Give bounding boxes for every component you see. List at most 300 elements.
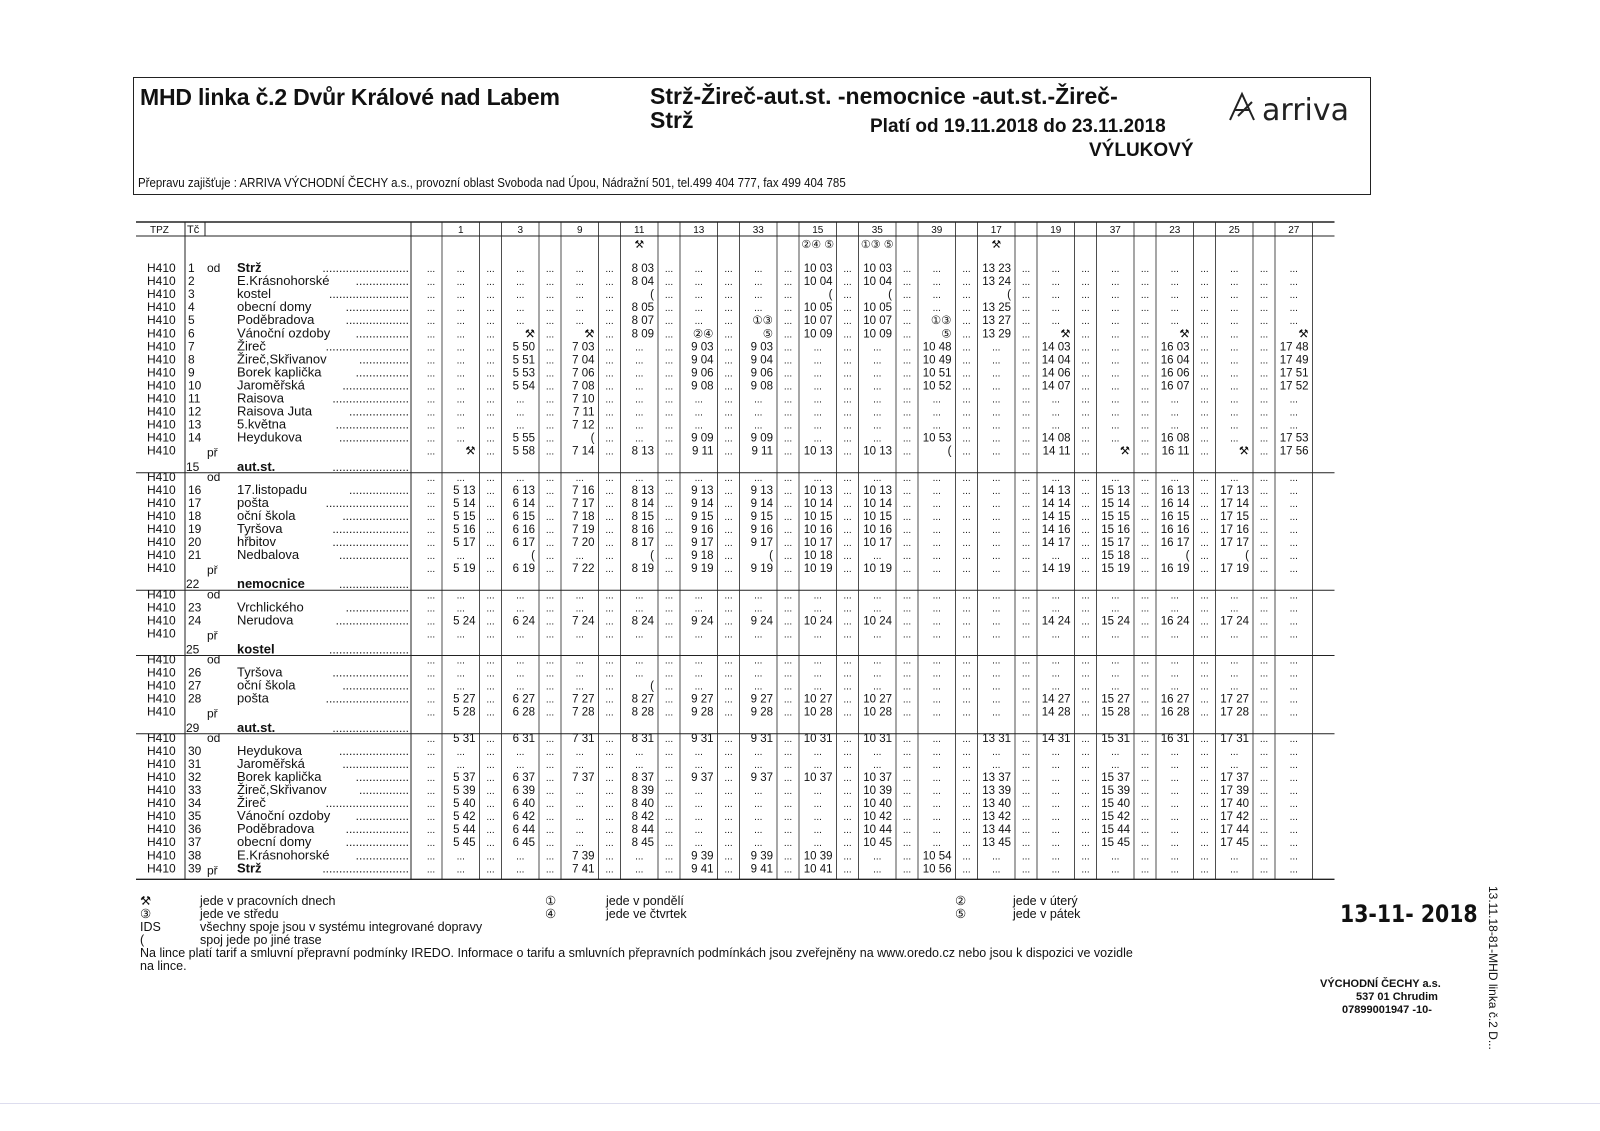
sep-cell: ... [486, 433, 495, 445]
sep-cell: ... [1200, 772, 1209, 784]
sep-cell: ... [426, 420, 436, 432]
no-stop-cell: ... [575, 681, 584, 693]
departure-time: 14 24 [1041, 615, 1071, 628]
sep-cell: ... [902, 668, 912, 680]
no-stop-cell: ... [1230, 681, 1239, 693]
sep-cell: ... [605, 629, 614, 641]
no-stop-cell: ... [575, 264, 584, 275]
departure-time: 7 18 [572, 510, 595, 523]
sep-cell: ... [724, 316, 733, 328]
sep-cell: ... [962, 564, 971, 576]
sep-cell: ... [902, 799, 912, 811]
sep-cell: ... [1200, 564, 1209, 576]
stop-name: Žireč [237, 338, 266, 354]
no-stop-cell: ... [754, 603, 763, 615]
no-stop-cell: ... [1289, 838, 1298, 850]
no-stop-cell: ... [1289, 786, 1298, 797]
no-stop-cell: ... [516, 290, 525, 302]
dot-leader: .................... [342, 678, 409, 693]
no-stop-cell: ... [992, 707, 1001, 719]
stop-seq-number: 8 [188, 352, 195, 367]
sep-cell: ... [1200, 799, 1209, 811]
trip-number: 33 [752, 225, 764, 236]
no-stop-cell: ... [932, 511, 941, 523]
sep-cell: ... [1081, 525, 1090, 536]
no-stop-cell: ... [1230, 407, 1239, 419]
sep-cell: ... [1140, 772, 1150, 784]
sep-cell: ... [843, 707, 852, 719]
sep-cell: ... [664, 564, 674, 576]
no-stop-cell: ... [516, 681, 525, 693]
sep-cell: ... [605, 303, 614, 315]
sep-cell: ... [1200, 290, 1209, 302]
sep-cell: ... [486, 681, 495, 693]
departure-time: 6 44 [512, 824, 535, 837]
departure-time: ( [590, 432, 595, 445]
stop-zone-code: H410 [147, 443, 176, 458]
sep-cell: ... [1021, 603, 1031, 615]
no-stop-cell: ... [456, 472, 465, 484]
sep-cell: ... [605, 538, 614, 550]
sep-cell: ... [664, 394, 674, 406]
sep-cell: ... [605, 277, 614, 289]
departure-time: 9 27 [691, 693, 714, 706]
stop-zone-code: H410 [147, 613, 176, 628]
line-title: MHD linka č.2 Dvůr Králové nad Labem [140, 84, 560, 110]
stop-zone-code: H410 [147, 430, 176, 445]
no-stop-cell: ... [992, 668, 1001, 680]
sep-cell: ... [486, 786, 495, 797]
sep-cell: ... [902, 838, 912, 850]
departure-time: 13 31 [982, 732, 1011, 745]
sep-cell: ... [664, 446, 674, 458]
no-stop-cell: ... [1230, 655, 1239, 667]
sep-cell: ... [605, 433, 614, 445]
sep-cell: ... [486, 564, 495, 576]
sep-cell: ... [843, 472, 852, 484]
dot-leader: ................ [355, 274, 409, 289]
no-stop-cell: ... [932, 564, 941, 576]
sep-cell: ... [1140, 629, 1150, 641]
sep-cell: ... [664, 616, 674, 628]
departure-marker: od [207, 652, 221, 667]
sep-cell: ... [426, 303, 436, 315]
no-stop-cell: ... [932, 825, 941, 837]
no-stop-cell: ... [992, 394, 1001, 406]
sep-cell: ... [1021, 420, 1031, 432]
sep-cell: ... [1200, 681, 1209, 693]
sep-cell: ... [545, 707, 555, 719]
company-stamp [1270, 978, 1441, 1017]
sep-cell: ... [902, 407, 912, 419]
departure-time: 17 17 [1220, 537, 1249, 550]
sep-cell: ... [1200, 355, 1209, 367]
document-side-code: 13.11.18-81-MHD linka č.2 D... [1486, 886, 1500, 1050]
sep-cell: ... [724, 825, 733, 837]
departure-time: 9 28 [750, 706, 773, 719]
sep-cell: ... [545, 603, 555, 615]
no-stop-cell: ... [694, 603, 703, 615]
sep-cell: ... [724, 655, 733, 667]
sep-cell: ... [664, 668, 674, 680]
sep-cell: ... [545, 381, 555, 393]
sep-cell: ... [724, 838, 733, 850]
sep-cell: ... [902, 538, 912, 550]
departure-time: 16 08 [1160, 432, 1190, 445]
no-stop-cell: ... [575, 759, 584, 771]
sep-cell: ... [1021, 681, 1031, 693]
departure-time: 10 04 [803, 276, 833, 289]
stop-zone-code: H410 [147, 743, 176, 758]
sep-cell: ... [902, 681, 912, 693]
no-stop-cell: ... [1289, 851, 1298, 863]
no-stop-cell: ... [1230, 420, 1239, 432]
no-stop-cell: ... [456, 342, 465, 354]
sep-cell: ... [1140, 603, 1150, 615]
stop-seq-number: 32 [188, 769, 202, 784]
departure-time: 17 13 [1220, 484, 1249, 497]
sep-cell: ... [605, 694, 614, 706]
sep-cell: ... [1140, 838, 1150, 850]
sep-cell: ... [843, 290, 852, 302]
no-stop-cell: ... [754, 655, 763, 667]
no-stop-cell: ... [1289, 772, 1298, 784]
sep-cell: ... [1259, 472, 1269, 484]
no-stop-cell: ... [1170, 772, 1179, 784]
sep-cell: ... [426, 694, 436, 706]
no-stop-cell: ... [1170, 277, 1179, 289]
sep-cell: ... [1140, 668, 1150, 680]
departure-time: ⚒ [1298, 328, 1309, 341]
sep-cell: ... [486, 342, 495, 354]
no-stop-cell: ... [813, 590, 822, 602]
no-stop-cell: ... [1111, 381, 1120, 393]
no-stop-cell: ... [932, 264, 941, 275]
no-stop-cell: ... [635, 629, 644, 641]
sep-cell: ... [962, 786, 971, 797]
sep-cell: ... [486, 655, 495, 667]
stop-seq-number: 10 [188, 378, 202, 393]
sep-cell: ... [664, 733, 674, 745]
departure-time: ( [1007, 289, 1011, 302]
no-stop-cell: ... [1289, 316, 1298, 328]
no-stop-cell: ... [1289, 746, 1298, 758]
departure-time: 9 37 [691, 771, 714, 784]
sep-cell: ... [1259, 329, 1269, 341]
sep-cell: ... [1081, 590, 1090, 602]
sep-cell: ... [962, 446, 971, 458]
sep-cell: ... [1259, 733, 1269, 745]
sep-cell: ... [1021, 316, 1031, 328]
no-stop-cell: ... [1051, 420, 1060, 432]
trip-number: 13 [693, 225, 705, 236]
sep-cell: ... [1081, 316, 1090, 328]
sep-cell: ... [664, 551, 674, 563]
sep-cell: ... [783, 264, 793, 275]
sep-cell: ... [1021, 329, 1031, 341]
sep-cell: ... [486, 368, 495, 380]
departure-time: ②④ [692, 328, 714, 341]
sep-cell: ... [545, 355, 555, 367]
sep-cell: ... [664, 368, 674, 380]
sep-cell: ... [486, 355, 495, 367]
sep-cell: ... [962, 381, 971, 393]
sep-cell: ... [664, 629, 674, 641]
sep-cell: ... [545, 786, 555, 797]
no-stop-cell: ... [1111, 655, 1120, 667]
no-stop-cell: ... [694, 264, 703, 275]
sep-cell: ... [1140, 420, 1150, 432]
no-stop-cell: ... [456, 355, 465, 367]
sep-cell: ... [486, 733, 495, 745]
stop-name: 17.listopadu [237, 481, 308, 497]
sep-cell: ... [962, 264, 971, 275]
stop-seq-number: 33 [188, 783, 202, 797]
sep-cell: ... [486, 394, 495, 406]
no-stop-cell: ... [516, 851, 525, 863]
departure-time: 9 08 [750, 380, 773, 393]
departure-time: 9 11 [751, 445, 773, 458]
departure-time: 9 17 [750, 537, 773, 550]
no-stop-cell: ... [813, 407, 822, 419]
no-stop-cell: ... [1051, 603, 1060, 615]
departure-time: 9 06 [750, 367, 773, 380]
departure-time: 15 17 [1101, 537, 1130, 550]
sep-cell: ... [843, 851, 852, 863]
no-stop-cell: ... [873, 746, 882, 758]
no-stop-cell: ... [754, 303, 763, 315]
sep-cell: ... [1259, 368, 1269, 380]
sep-cell: ... [605, 838, 614, 850]
no-stop-cell: ... [694, 277, 703, 289]
sep-cell: ... [1200, 511, 1209, 523]
no-stop-cell: ... [1230, 759, 1239, 771]
stop-zone-code: H410 [147, 482, 176, 497]
no-stop-cell: ... [635, 668, 644, 680]
sep-cell: ... [486, 329, 495, 341]
sep-cell: ... [664, 590, 674, 602]
sep-cell: ... [1021, 551, 1031, 563]
sep-cell: ... [426, 316, 436, 328]
no-stop-cell: ... [516, 472, 525, 484]
sep-cell: ... [545, 799, 555, 811]
sep-cell: ... [1081, 472, 1090, 484]
sep-cell: ... [1200, 329, 1209, 341]
sep-cell: ... [664, 329, 674, 341]
sep-cell: ... [545, 511, 555, 523]
sep-cell: ... [783, 498, 793, 510]
sep-cell: ... [1081, 707, 1090, 719]
sep-cell: ... [962, 799, 971, 811]
no-stop-cell: ... [932, 772, 941, 784]
departure-time: 15 31 [1101, 732, 1130, 745]
sep-cell: ... [1259, 525, 1269, 536]
received-date-stamp: 13-11- 2018 [1340, 900, 1478, 928]
no-stop-cell: ... [1051, 746, 1060, 758]
stop-zone-code: H410 [147, 417, 176, 432]
sep-cell: ... [545, 851, 555, 863]
departure-time: 10 31 [803, 732, 833, 745]
no-stop-cell: ... [694, 316, 703, 328]
sep-cell: ... [1021, 746, 1031, 758]
no-stop-cell: ... [1289, 551, 1298, 563]
departure-time: 7 22 [572, 563, 595, 576]
no-stop-cell: ... [992, 472, 1001, 484]
sep-cell: ... [664, 303, 674, 315]
legend-sym-workdays: ⚒ [140, 894, 152, 908]
stop-zone-code: H410 [147, 769, 176, 784]
sep-cell: ... [1081, 446, 1090, 458]
sep-cell: ... [545, 303, 555, 315]
departure-time: 10 45 [863, 837, 892, 850]
sep-cell: ... [664, 812, 674, 824]
departure-time: 8 31 [631, 732, 654, 745]
sep-cell: ... [902, 368, 912, 380]
sep-cell: ... [426, 603, 436, 615]
sep-cell: ... [664, 264, 674, 275]
dot-leader: .......................... [322, 261, 409, 275]
sep-cell: ... [605, 668, 614, 680]
departure-time: 9 13 [691, 484, 714, 497]
sep-cell: ... [1140, 694, 1150, 706]
sep-cell: ... [843, 733, 852, 745]
sep-cell: ... [783, 564, 793, 576]
stop-zone-code: H410 [147, 469, 176, 484]
trip-number: 19 [1050, 225, 1062, 236]
sep-cell: ... [545, 590, 555, 602]
sep-cell: ... [1259, 707, 1269, 719]
no-stop-cell: ... [1051, 668, 1060, 680]
departure-time: 15 15 [1101, 510, 1130, 523]
sep-cell: ... [1140, 746, 1150, 758]
sep-cell: ... [426, 799, 436, 811]
arrival-marker: př [207, 628, 218, 643]
sep-cell: ... [962, 290, 971, 302]
sep-cell: ... [1200, 316, 1209, 328]
departure-time: ( [531, 550, 535, 563]
no-stop-cell: ... [1289, 277, 1298, 289]
no-stop-cell: ... [813, 394, 822, 406]
no-stop-cell: ... [1289, 485, 1298, 497]
departure-time: 17 52 [1279, 380, 1309, 393]
sep-cell: ... [1259, 825, 1269, 837]
no-stop-cell: ... [754, 799, 763, 811]
departure-time: 10 14 [863, 497, 892, 510]
departure-time: 7 37 [572, 771, 595, 784]
sep-cell: ... [1259, 342, 1269, 354]
sep-cell: ... [783, 368, 793, 380]
stop-seq-number: 31 [188, 756, 202, 771]
no-stop-cell: ... [1111, 759, 1120, 771]
sep-cell: ... [1021, 772, 1031, 784]
sep-cell: ... [962, 772, 971, 784]
sep-cell: ... [1259, 681, 1269, 693]
sep-cell: ... [1081, 290, 1090, 302]
no-stop-cell: ... [1289, 290, 1298, 302]
sep-cell: ... [783, 629, 793, 641]
stop-zone-code: H410 [147, 835, 176, 850]
no-stop-cell: ... [694, 590, 703, 602]
sep-cell: ... [1140, 264, 1150, 275]
sep-cell: ... [1200, 472, 1209, 484]
no-stop-cell: ... [932, 616, 941, 628]
sep-cell: ... [1081, 394, 1090, 406]
sep-cell: ... [902, 707, 912, 719]
legend-sym-wednesday: ③ [140, 907, 152, 921]
sep-cell: ... [1021, 616, 1031, 628]
departure-time: 15 13 [1101, 484, 1130, 497]
sep-cell: ... [1021, 694, 1031, 706]
sep-cell: ... [1081, 851, 1090, 863]
no-stop-cell: ... [575, 551, 584, 563]
sep-cell: ... [843, 381, 852, 393]
departure-time: ⚒ [584, 328, 595, 341]
trip-number: 27 [1288, 225, 1300, 236]
sep-cell: ... [545, 277, 555, 289]
sep-cell: ... [1259, 355, 1269, 367]
no-stop-cell: ... [456, 864, 465, 876]
departure-time: 10 56 [922, 863, 952, 876]
no-stop-cell: ... [635, 759, 644, 771]
sep-cell: ... [843, 590, 852, 602]
sep-cell: ... [783, 864, 793, 876]
sep-cell: ... [843, 264, 852, 275]
no-stop-cell: ... [1230, 851, 1239, 863]
no-stop-cell: ... [992, 420, 1001, 432]
sep-cell: ... [1140, 277, 1150, 289]
sep-cell: ... [426, 746, 436, 758]
legend-sym-ids: IDS [140, 920, 161, 934]
departure-time: 15 24 [1101, 615, 1130, 628]
departure-time: ( [888, 289, 892, 302]
sep-cell: ... [902, 759, 912, 771]
sep-cell: ... [426, 277, 436, 289]
sep-cell: ... [1081, 681, 1090, 693]
no-stop-cell: ... [1051, 864, 1060, 876]
no-stop-cell: ... [992, 511, 1001, 523]
sep-cell: ... [605, 290, 614, 302]
no-stop-cell: ... [1111, 681, 1120, 693]
sep-cell: ... [605, 511, 614, 523]
sep-cell: ... [1081, 772, 1090, 784]
departure-time: 8 13 [631, 484, 654, 497]
sep-cell: ... [664, 355, 674, 367]
no-stop-cell: ... [1170, 759, 1179, 771]
departure-time: 6 42 [512, 811, 535, 824]
sep-cell: ... [605, 772, 614, 784]
departure-time: 9 24 [750, 615, 773, 628]
stop-zone-code: H410 [147, 287, 176, 302]
no-stop-cell: ... [516, 603, 525, 615]
sep-cell: ... [1259, 290, 1269, 302]
stop-name: Jaroměřská [237, 377, 305, 393]
sep-cell: ... [1140, 825, 1150, 837]
no-stop-cell: ... [932, 590, 941, 602]
stop-name: nemocnice [237, 576, 305, 592]
trip-number: 17 [990, 225, 1002, 236]
sep-cell: ... [783, 316, 793, 328]
sep-cell: ... [783, 772, 793, 784]
sep-cell: ... [843, 485, 852, 497]
sep-cell: ... [1021, 472, 1031, 484]
stop-zone-code: H410 [147, 365, 176, 380]
no-stop-cell: ... [456, 316, 465, 328]
trip-restriction-mark: ⚒ [991, 239, 1002, 251]
departure-time: 7 11 [572, 406, 595, 419]
sep-cell: ... [426, 812, 436, 824]
legend-text-tuesday: jede v úterý [1013, 894, 1078, 908]
sep-cell: ... [843, 759, 852, 771]
